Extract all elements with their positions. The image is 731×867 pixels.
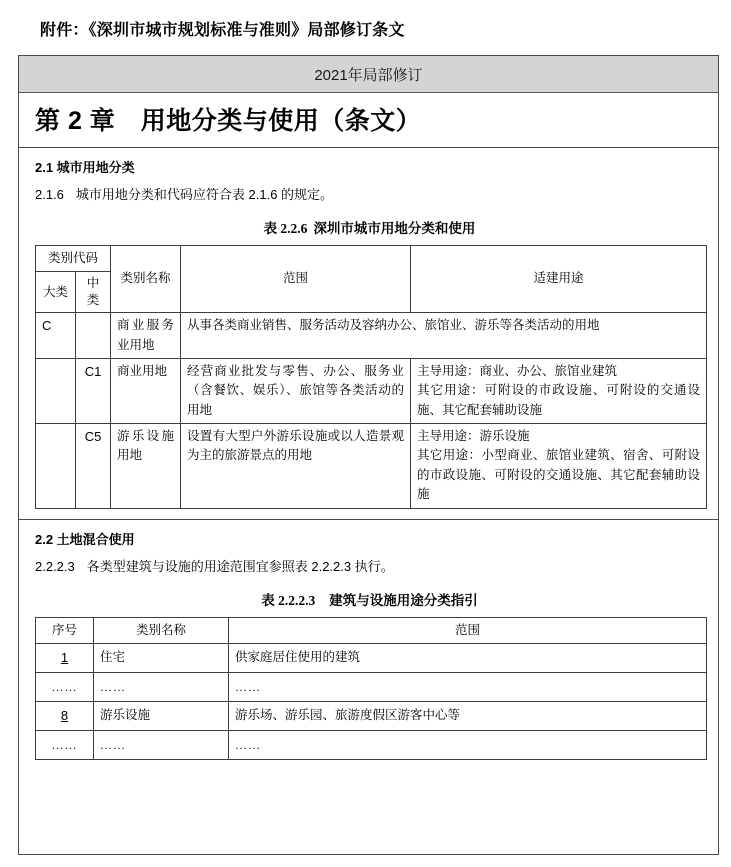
clause-2-2-2-3-text: 各类型建筑与设施的用途范围宜参照表 2.2.2.3 执行。 <box>86 558 394 574</box>
row-c-scope: 从事各类商业销售、服务活动及容纳办公、旅馆业、游乐等各类活动的用地 <box>181 313 707 359</box>
row-c1-use-other: 其它用途：可附设的市政设施、可附设的交通设施、其它配套辅助设施 <box>417 383 701 417</box>
table-2-2-2-3-caption <box>35 577 704 617</box>
section-2-1-heading: 2.1 城市用地分类 <box>35 160 135 175</box>
row-ellipsis-1-index: …… <box>36 672 94 701</box>
table-row <box>36 672 707 701</box>
row-c-name: 商业服务业用地 <box>111 313 181 359</box>
table-row <box>36 643 707 672</box>
header-major-category: 大类 <box>36 272 76 313</box>
row-ellipsis-1-scope: …… <box>229 672 707 701</box>
header-suitable-use: 适建用途 <box>411 246 707 313</box>
clause-2-1-6 <box>35 180 704 205</box>
row-c1-use <box>411 358 707 423</box>
attachment-title: 附件：《深圳市城市规划标准与准则》局部修订条文 <box>40 22 405 39</box>
header-scope: 范围 <box>229 617 707 643</box>
row-c5-scope: 设置有大型户外游乐设施或以人造景观为主的旅游景点的用地 <box>181 424 411 509</box>
header-index: 序号 <box>36 617 94 643</box>
table-2-2-2-3-caption-label: 表 2.2.2.3 <box>261 592 316 608</box>
table-2-2-6-caption-label: 表 2.2.6 <box>263 221 308 236</box>
row-8-scope: 游乐场、游乐园、旅游度假区游客中心等 <box>229 701 707 730</box>
row-1-index: 1 <box>36 643 94 672</box>
row-c1-scope: 经营商业批发与零售、办公、服务业（含餐饮、娱乐）、旅馆等各类活动的用地 <box>181 358 411 423</box>
section-2-2 <box>19 520 718 760</box>
table-row <box>36 730 707 759</box>
header-category-name: 类别名称 <box>111 246 181 313</box>
table-2-2-2-3-caption-title: 建筑与设施用途分类指引 <box>329 592 478 608</box>
row-c5-use-other: 其它用途：小型商业、旅馆业建筑、宿舍、可附设的市政设施、可附设的交通设施、其它配套辅助设施 <box>417 448 701 502</box>
revision-banner <box>19 56 718 93</box>
row-1-scope: 供家庭居住使用的建筑 <box>229 643 707 672</box>
row-ellipsis-1-name: …… <box>94 672 229 701</box>
table-2-2-6-caption <box>35 205 704 245</box>
clause-2-1-6-text: 城市用地分类和代码应符合表 2.1.6 的规定。 <box>75 187 334 202</box>
row-c1-major-code <box>36 358 76 423</box>
revision-banner-label: 2021年局部修订 <box>314 66 423 84</box>
row-c5-use <box>411 424 707 509</box>
clause-2-2-2-3-number: 2.2.2.3 <box>35 558 75 574</box>
section-2-1 <box>19 148 718 519</box>
clause-2-2-2-3 <box>35 552 704 577</box>
row-c1-name: 商业用地 <box>111 358 181 423</box>
row-c1-medium-code: C1 <box>76 358 111 423</box>
table-row <box>36 701 707 730</box>
row-8-name: 游乐设施 <box>94 701 229 730</box>
row-c5-use-main: 主导用途：游乐设施 <box>417 429 530 443</box>
table-building-use-guide <box>35 617 707 760</box>
row-ellipsis-2-scope: …… <box>229 730 707 759</box>
chapter-title: 第 2 章 用地分类与使用（条文） <box>35 107 422 135</box>
table-row <box>36 358 707 423</box>
table-2-2-6-caption-title: 深圳市城市用地分类和使用 <box>313 221 476 236</box>
section-2-2-heading: 2.2 土地混合使用 <box>35 531 135 547</box>
row-c1-use-main: 主导用途：商业、办公、旅馆业建筑 <box>417 363 618 378</box>
header-code-group: 类别代码 <box>36 246 111 272</box>
table-header-row-1 <box>36 246 707 272</box>
row-c-medium-code <box>76 313 111 359</box>
table-land-use-classification <box>35 245 707 509</box>
row-ellipsis-2-index: …… <box>36 730 94 759</box>
row-c5-medium-code: C5 <box>76 424 111 509</box>
row-ellipsis-2-name: …… <box>94 730 229 759</box>
row-c5-major-code <box>36 424 76 509</box>
table-row <box>36 424 707 509</box>
header-category-name: 类别名称 <box>94 617 229 643</box>
row-c5-name: 游乐设施用地 <box>111 424 181 509</box>
table-header-row <box>36 617 707 643</box>
row-8-index: 8 <box>36 701 94 730</box>
page-frame <box>18 55 719 855</box>
row-1-name: 住宅 <box>94 643 229 672</box>
header-scope: 范围 <box>181 246 411 313</box>
header-medium-category: 中类 <box>76 272 111 313</box>
row-c-major-code: C <box>36 313 76 359</box>
table-row <box>36 313 707 359</box>
clause-2-1-6-number: 2.1.6 <box>35 187 64 202</box>
